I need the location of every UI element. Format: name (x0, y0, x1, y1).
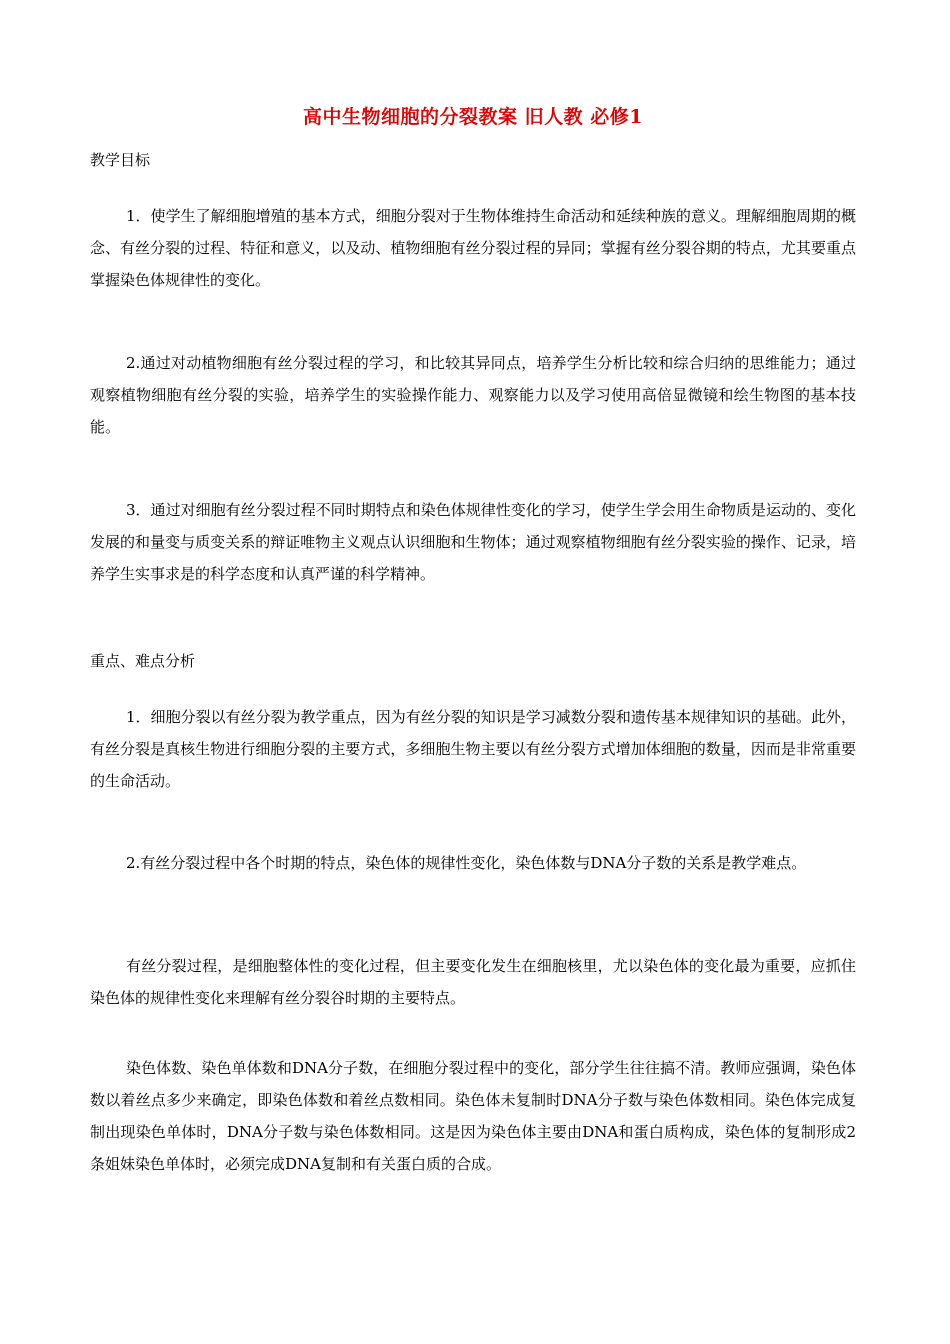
paragraph-goal-1: 1．使学生了解细胞增殖的基本方式，细胞分裂对于生物体维持生命活动和延续种族的意义。理解细胞周期的概念、有丝分裂的过程、特征和意义，以及动、植物细胞有丝分裂过程的异同；掌握有丝分裂谷期的特点，尤其要重点掌握染色体规律性的变化。 (90, 207, 856, 289)
paragraph-key-3: 有丝分裂过程，是细胞整体性的变化过程，但主要变化发生在细胞核里，尤以染色体的变化最为重要，应抓住染色体的规律性变化来理解有丝分裂谷时期的主要特点。 (90, 957, 856, 1007)
document-title: 高中生物细胞的分裂教案 旧人教 必修1 (303, 106, 643, 128)
paragraph-key-1: 1．细胞分裂以有丝分裂为教学重点，因为有丝分裂的知识是学习减数分裂和遗传基本规律知识的基础。此外，有丝分裂是真核生物进行细胞分裂的主要方式，多细胞生物主要以有丝分裂方式增加体细胞的数量，因而是非常重要的生命活动。 (90, 708, 856, 790)
section-heading-key-points: 重点、难点分析 (90, 652, 196, 670)
paragraph-goal-3: 3．通过对细胞有丝分裂过程不同时期特点和染色体规律性变化的学习，使学生学会用生命物质是运动的、变化发展的和量变与质变关系的辩证唯物主义观点认识细胞和生物体；通过观察植物细胞有丝分裂实验的操作、记录，培养学生实事求是的科学态度和认真严谨的科学精神。 (90, 501, 856, 583)
paragraph-key-2: 2.有丝分裂过程中各个时期的特点，染色体的规律性变化，染色体数与DNA分子数的关系是教学难点。 (126, 854, 807, 872)
paragraph-key-4: 染色体数、染色单体数和DNA分子数，在细胞分裂过程中的变化，部分学生往往搞不清。教师应强调，染色体数以着丝点多少来确定，即染色体数和着丝点数相同。染色体未复制时DNA分子数与染色体数相同。染色体完成复制出现染色单体时，DNA分子数与染色体数相同。这是因为染色体主要由DNA和蛋白质构成，染色体的复制形成2条姐妹染色单体时，必须完成DNA复制和有关蛋白质的合成。 (90, 1059, 856, 1173)
paragraph-goal-2: 2.通过对动植物细胞有丝分裂过程的学习，和比较其异同点，培养学生分析比较和综合归纳的思维能力；通过观察植物细胞有丝分裂的实验，培养学生的实验操作能力、观察能力以及学习使用高倍显微镜和绘生物图的基本技能。 (90, 354, 856, 436)
section-heading-teaching-goals: 教学目标 (90, 151, 151, 169)
